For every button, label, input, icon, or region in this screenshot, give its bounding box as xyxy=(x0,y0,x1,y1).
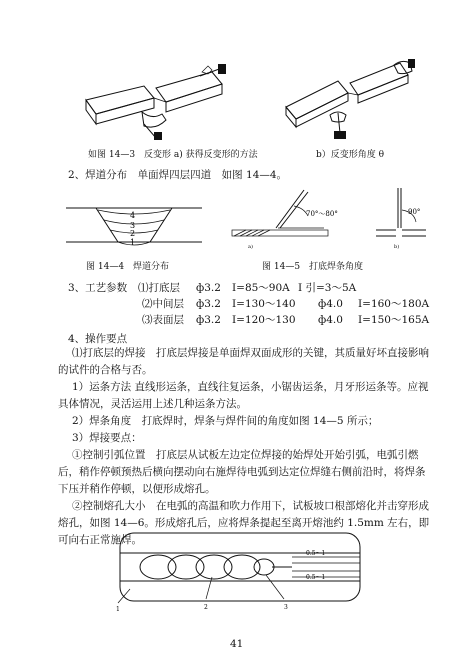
bead-label-1: 1 xyxy=(130,238,136,247)
figure-14-3a-drawing xyxy=(82,62,232,142)
param-row-cap-current-2: I=150～165A xyxy=(358,314,430,326)
param-row-middle-layer: ⑵中间层 xyxy=(142,298,184,310)
paragraph-arc-start: ①控制引弧位置 打底层从试板左边定位焊接的始焊处开始引弧，电弧引燃后，稍作停顿预热后横向摆动向右施焊待电弧到达定位焊缝右侧前沿时，将焊条下压并稍作停顿，以便形成熔孔。 xyxy=(58,449,426,495)
param-row-cap-diameter-2: ф4.0 xyxy=(318,314,343,326)
paragraph-welding-points: 3）焊接要点： xyxy=(72,432,142,444)
figure-14-4-drawing xyxy=(66,198,202,252)
angle-90-label: 90° xyxy=(408,208,421,216)
param-row-cap-diameter: ф3.2 xyxy=(196,314,221,326)
param-row-middle-diameter-2: ф4.0 xyxy=(318,298,343,310)
page-number: 41 xyxy=(230,638,244,650)
section-3-heading: 3、工艺参数 xyxy=(68,282,128,294)
param-row-root-arc-current: I 引=3～5A xyxy=(298,282,357,294)
param-row-root-layer: ⑴打底层 xyxy=(138,282,180,294)
svg-text:a): a) xyxy=(248,244,253,250)
param-row-middle-current: I=130～140 xyxy=(232,298,296,310)
paragraph-root-pass: ⑴打底层的焊接 打底层焊接是单面焊双面成形的关键，其质量好坏直接影响的试件的合格与否。 xyxy=(58,347,429,376)
param-row-middle-diameter: ф3.2 xyxy=(196,298,221,310)
paragraph-electrode-angle: 2）焊条角度 打底焊时，焊条与焊件间的角度如图 14—5 所示； xyxy=(72,415,379,427)
section-4-heading: 4、操作要点 xyxy=(68,333,128,345)
dimension-bottom-label: 0.5～1 xyxy=(306,574,326,581)
section-2-heading: 2、焊道分布 单面焊四层四道 如图 14—4。 xyxy=(68,169,288,181)
figure-14-5-drawing xyxy=(226,184,432,254)
bead-label-4: 4 xyxy=(130,211,136,220)
param-row-cap-layer: ⑶表面层 xyxy=(142,314,184,326)
param-row-root-current: I=85～90A xyxy=(232,282,290,294)
figure-14-6-drawing xyxy=(116,531,364,613)
paragraph-keyhole-size: ②控制熔孔大小 在电弧的高温和吹力作用下，试板坡口根部熔化并击穿形成熔孔，如图 14—6。形成熔孔后，应将焊条提起至离开熔池约 1.5mm 左右，即可向右正常施焊。 xyxy=(58,500,430,546)
figure-14-3-caption-b: b）反变形角度 θ xyxy=(316,150,385,160)
bead-label-3: 3 xyxy=(130,221,136,230)
callout-3: 3 xyxy=(284,604,288,611)
callout-1: 1 xyxy=(116,606,120,613)
param-row-cap-current: I=120～130 xyxy=(232,314,296,326)
param-row-middle-current-2: I=160～180A xyxy=(358,298,430,310)
param-row-root-diameter: ф3.2 xyxy=(196,282,221,294)
figure-14-3-caption-a: 如图 14—3 反变形 a) 获得反变形的方法 xyxy=(88,150,258,160)
figure-14-5-caption: 图 14—5 打底焊条角度 xyxy=(262,262,364,272)
dimension-top-label: 0.5～1 xyxy=(306,550,326,557)
bead-label-2: 2 xyxy=(130,229,136,238)
angle-70-80-label: 70°～80° xyxy=(306,210,338,218)
figure-14-4-caption: 图 14—4 焊道分布 xyxy=(86,262,170,272)
figure-14-3b-drawing xyxy=(282,55,432,145)
paragraph-weaving-method: 1）运条方法 直线形运条，直线往复运条，小锯齿运条，月牙形运条等。应视具体情况，灵活运用上述几种运条方法。 xyxy=(58,381,429,410)
svg-text:b): b) xyxy=(394,244,400,250)
callout-2: 2 xyxy=(204,604,208,611)
